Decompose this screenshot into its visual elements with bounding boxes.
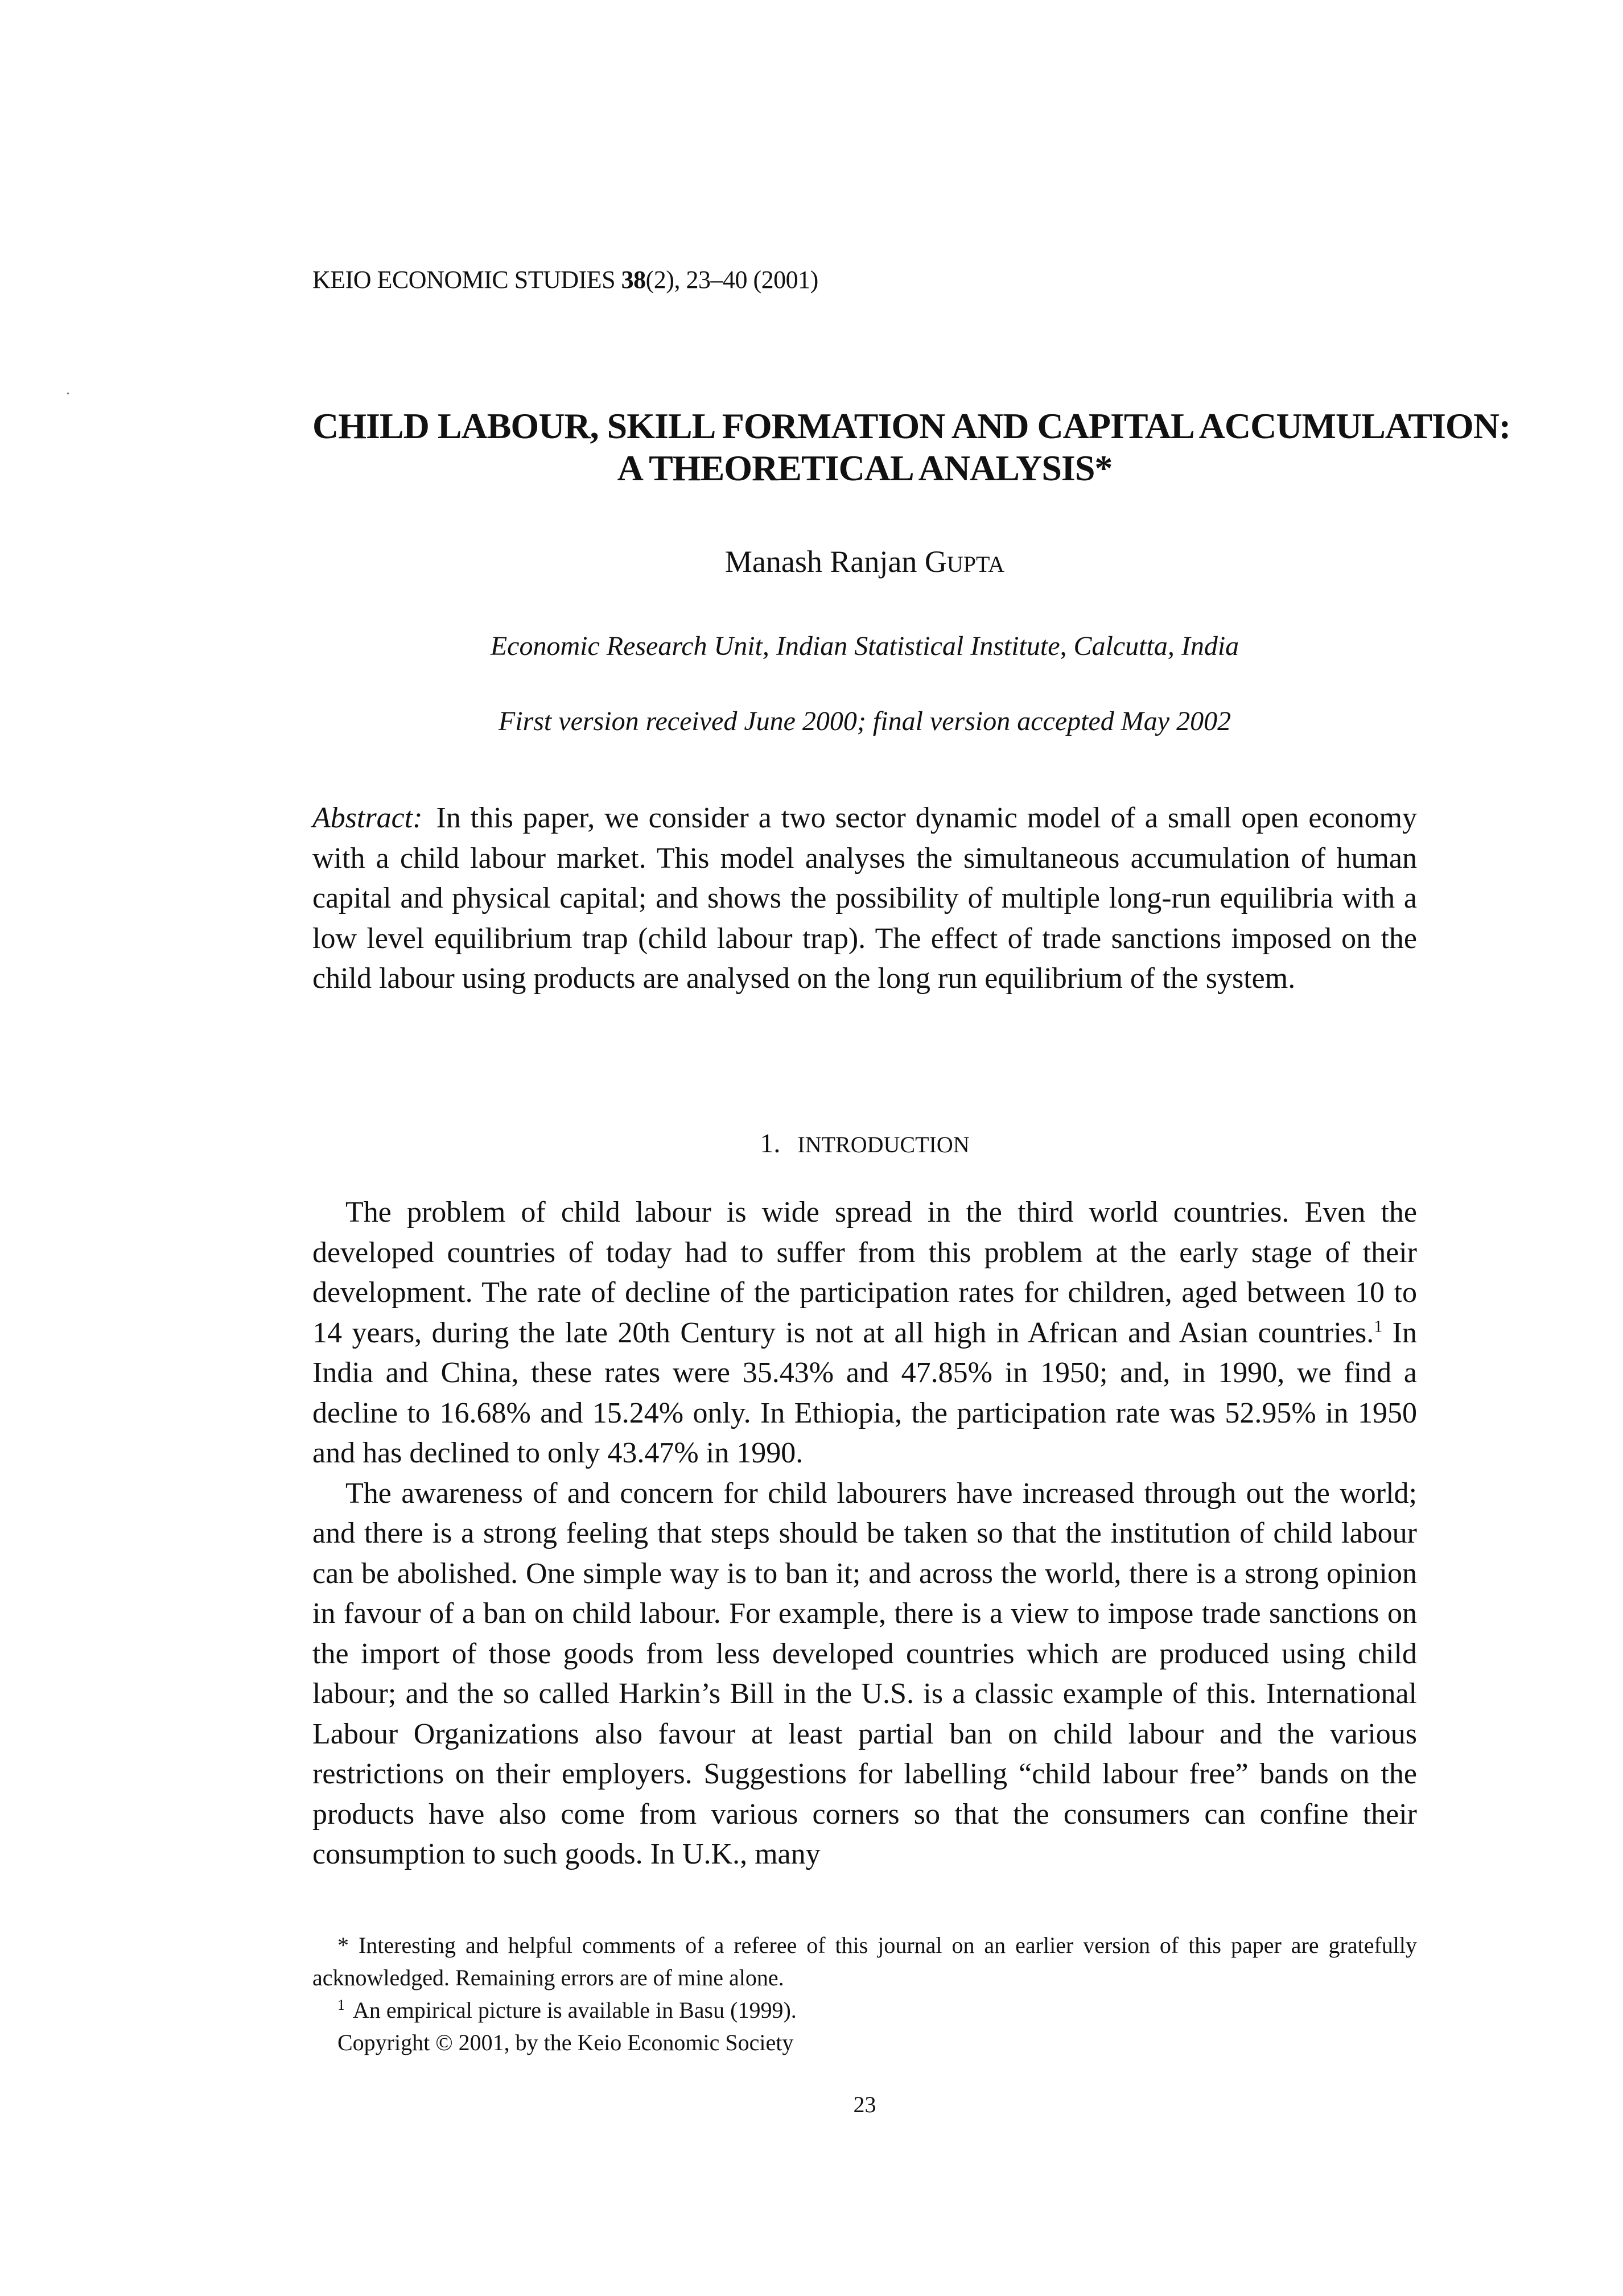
author-given-names: Manash Ranjan	[724, 545, 917, 579]
title-line-2: A THEORETICAL ANALYSIS*	[617, 448, 1113, 488]
author-affiliation: Economic Research Unit, Indian Statistical Institute, Calcutta, India	[490, 631, 1239, 661]
journal-issue-pages-year: (2), 23–40 (2001)	[645, 266, 818, 294]
body-text	[312, 1193, 1417, 1875]
author-family-initial: G	[924, 545, 947, 579]
footnote-reference[interactable]: 1	[1374, 1317, 1383, 1336]
paragraph-text: The problem of child labour is wide spread in the third world countries. Even the developed countries of today had to suffer from this problem at the early stage of their development. The rate of decline of the participation rates for children, aged between 10 to 14 years, during the late 20th Century is not at all high in African and Asian countries.	[312, 1196, 1417, 1349]
author-family-name	[925, 545, 1004, 579]
author-family-rest: UPTA	[946, 551, 1005, 577]
section-number: 1.	[760, 1128, 781, 1159]
abstract	[312, 798, 1417, 999]
paragraph	[312, 1193, 1417, 1474]
footnote-text: An empirical picture is available in Basu (1999).	[353, 1997, 797, 2023]
copyright-notice: Copyright © 2001, by the Keio Economic Society	[337, 2030, 794, 2055]
journal-header	[312, 265, 818, 294]
scan-speck	[67, 393, 69, 394]
footnote-acknowledgement: * Interesting and helpful comments of a referee of this journal on an earlier version of this paper are gratefully acknowledged. Remaining errors are of mine alone.	[312, 1932, 1417, 1990]
paper-title	[312, 405, 1511, 489]
section-title: INTRODUCTION	[797, 1132, 970, 1157]
paragraph: The awareness of and concern for child labourers have increased through out the world; and there is a strong feeling that steps should be taken so that the institution of child labour can be abolished. One simple way is to ban it; and across the world, there is a strong opinion in favour of a ban on child labour. For example, there is a view to impose trade sanctions on the import of those goods from less developed countries which are produced using child labour; and the so called Harkin’s Bill in the U.S. is a classic example of this. International Labour Organizations also favour at least partial ban on child labour and the various restrictions on their employers. Suggestions for labelling “child labour free” bands on the products have also come from various corners so that the consumers can confine their consumption to such goods. In U.K., many	[312, 1477, 1417, 1870]
author-name	[312, 544, 1417, 579]
title-line-1: CHILD LABOUR, SKILL FORMATION AND CAPITAL ACCUMULATION:	[312, 406, 1511, 446]
page-number: 23	[853, 2092, 876, 2117]
journal-volume: 38	[621, 266, 646, 294]
abstract-text: In this paper, we consider a two sector dynamic model of a small open economy with a child labour market. This model analyses the simultaneous accumulation of human capital and physical capital; and shows the possibility of multiple long-run equilibria with a low level equilibrium trap (child labour trap). The effect of trade sanctions imposed on the child labour using products are analysed on the long run equilibrium of the system.	[312, 802, 1417, 995]
footnotes	[312, 1929, 1417, 2059]
submission-dates: First version received June 2000; final version accepted May 2002	[498, 706, 1231, 736]
footnote-marker: 1	[337, 1996, 345, 2013]
paragraph-text: In India and China, these rates were 35.43% and 47.85% in 1950; and, in 1990, we find a decline to 16.68% and 15.24% only. In Ethiopia, the participation rate was 52.95% in 1950 and has declined to only 43.47% in 1990.	[312, 1316, 1417, 1469]
section-heading	[312, 1128, 1417, 1159]
footnote-1	[312, 1994, 1417, 2026]
abstract-label: Abstract:	[312, 802, 423, 834]
journal-name: KEIO ECONOMIC STUDIES	[312, 266, 616, 294]
